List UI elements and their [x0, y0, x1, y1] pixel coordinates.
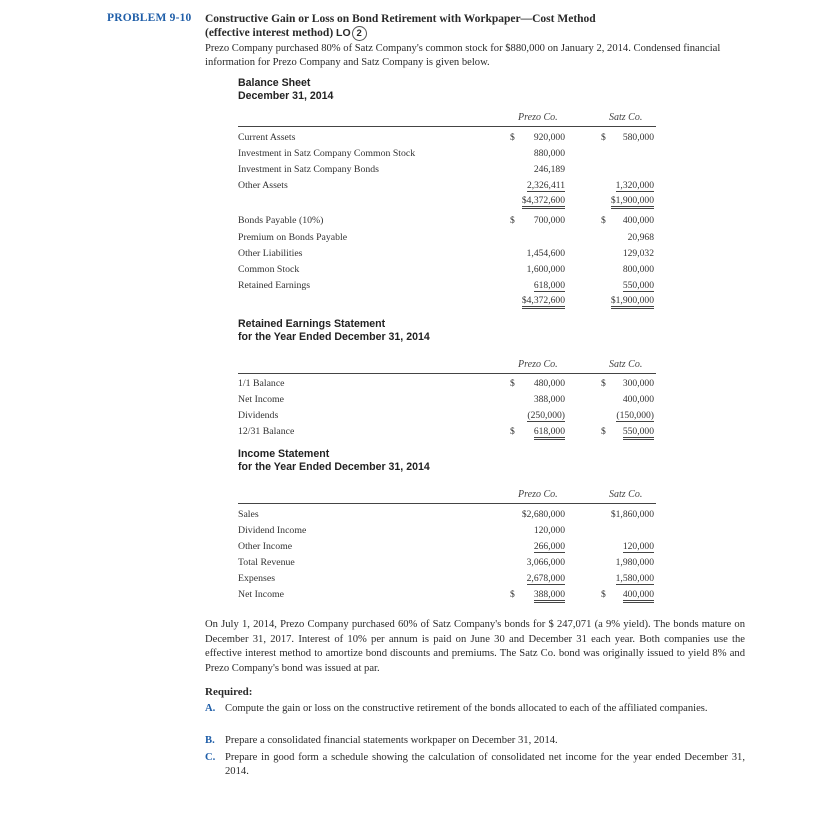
currency-sign: $ [510, 426, 515, 437]
income-statement-title [238, 448, 430, 474]
bs-value-prezo: 700,000 [533, 215, 565, 226]
bs-row-label: Retained Earnings [238, 280, 311, 291]
re-statement-title [238, 318, 430, 344]
is-row-label: Sales [238, 509, 259, 520]
lo-label: LO [336, 27, 351, 39]
bs-value-satz: 1,320,000 [615, 180, 654, 191]
required-text: Prepare a consolidated financial statements workpaper on December 31, 2014. [225, 735, 558, 746]
balance-sheet-title [238, 77, 333, 103]
re-col-prezo: Prezo Co. [518, 359, 558, 370]
is-value-satz: $1,860,000 [610, 509, 654, 520]
bs-value-prezo: 920,000 [533, 132, 565, 143]
re-value-satz: 550,000 [623, 426, 654, 440]
bs-value-satz: 129,032 [622, 248, 654, 259]
bs-value-prezo: 246,189 [533, 164, 565, 175]
bs-value-prezo: 1,600,000 [526, 264, 565, 275]
bs-total-equities-satz: $1,900,000 [611, 295, 654, 309]
bs-row-label: Other Assets [238, 180, 288, 191]
required-item [205, 702, 745, 716]
is-value-prezo: 388,000 [534, 589, 565, 603]
re-value-prezo: 618,000 [534, 426, 565, 440]
re-row-label: 1/1 Balance [238, 378, 285, 389]
currency-sign: $ [510, 378, 515, 389]
is-col-satz: Satz Co. [609, 489, 643, 500]
bs-row-label: Common Stock [238, 264, 300, 275]
required-letter: B. [205, 735, 215, 746]
bs-total-assets-prezo: $4,372,600 [522, 195, 565, 209]
bs-col-prezo: Prezo Co. [518, 112, 558, 123]
required-letter: C. [205, 752, 216, 763]
required-heading: Required: [205, 686, 253, 698]
bs-value-prezo: 618,000 [533, 280, 565, 291]
bs-total-equities-prezo: $4,372,600 [522, 295, 565, 309]
bs-value-prezo: 2,326,411 [526, 180, 565, 191]
currency-sign: $ [601, 215, 606, 226]
currency-sign: $ [510, 589, 515, 600]
re-statement-heading: Retained Earnings Statement [238, 318, 386, 330]
bs-row-label: Investment in Satz Company Common Stock [238, 148, 416, 159]
bs-row-label: Bonds Payable (10%) [238, 215, 324, 226]
heading-line-2 [205, 26, 596, 41]
is-value-prezo: 2,678,000 [526, 573, 565, 584]
re-row-label: Net Income [238, 394, 284, 405]
income-statement-period: for the Year Ended December 31, 2014 [238, 461, 430, 473]
re-header-rule [238, 373, 656, 374]
re-value-prezo: 480,000 [533, 378, 565, 389]
bs-row-label: Premium on Bonds Payable [238, 232, 348, 243]
bs-total-assets-satz: $1,900,000 [611, 195, 654, 209]
is-value-prezo: 3,066,000 [526, 557, 565, 568]
heading-method: (effective interest method) [205, 27, 334, 39]
bs-header-rule [238, 126, 656, 127]
intro-paragraph: Prezo Company purchased 80% of Satz Company's common stock for $880,000 on January 2, 2014. Condensed financial information for Prezo Company and Satz Company is given below. [205, 43, 721, 68]
is-row-label: Total Revenue [238, 557, 295, 568]
is-value-satz: 1,980,000 [615, 557, 654, 568]
lo-number-circle: 2 [352, 26, 367, 41]
bs-row-label: Current Assets [238, 132, 296, 143]
learning-objective [336, 27, 367, 39]
currency-sign: $ [601, 132, 606, 143]
required-text: Prepare in good form a schedule showing the calculation of consolidated net income for the year ended December 31, 2014. [225, 752, 745, 777]
required-item [205, 751, 745, 779]
required-letter: A. [205, 703, 216, 714]
is-header-rule [238, 503, 656, 504]
re-value-satz: (150,000) [616, 410, 654, 421]
bs-row-label: Other Liabilities [238, 248, 303, 259]
bs-value-satz: 550,000 [622, 280, 654, 291]
currency-sign: $ [601, 378, 606, 389]
re-statement-period: for the Year Ended December 31, 2014 [238, 331, 430, 343]
balance-sheet-date: December 31, 2014 [238, 90, 334, 102]
is-value-satz: 1,580,000 [615, 573, 654, 584]
bond-purchase-paragraph: On July 1, 2014, Prezo Company purchased 60% of Satz Company's bonds for $ 247,071 (a 9% yield). The bonds mature on December 31, 2017. Interest of 10% per annum is paid on June 30 and December 31 each year. Both companies use the effective interest method to amortize bond discounts and premiums. The Satz Co. bond was originally issued to yield 8% and Prezo Company's bond was issued at par. [205, 619, 745, 674]
is-value-prezo: 266,000 [533, 541, 565, 552]
bs-value-prezo: 880,000 [533, 148, 565, 159]
bs-value-satz: 800,000 [622, 264, 654, 275]
bs-value-satz: 580,000 [622, 132, 654, 143]
bs-value-prezo: 1,454,600 [526, 248, 565, 259]
problem-number: PROBLEM 9-10 [107, 12, 192, 24]
currency-sign: $ [601, 589, 606, 600]
is-row-label: Net Income [238, 589, 284, 600]
required-item [205, 734, 745, 748]
currency-sign: $ [510, 215, 515, 226]
currency-sign: $ [601, 426, 606, 437]
re-value-prezo: (250,000) [527, 410, 565, 421]
re-row-label: Dividends [238, 410, 279, 421]
is-col-prezo: Prezo Co. [518, 489, 558, 500]
is-value-prezo: 120,000 [533, 525, 565, 536]
re-row-label: 12/31 Balance [238, 426, 295, 437]
is-value-satz: 120,000 [622, 541, 654, 552]
re-col-satz: Satz Co. [609, 359, 643, 370]
currency-sign: $ [510, 132, 515, 143]
re-value-prezo: 388,000 [533, 394, 565, 405]
balance-sheet-heading: Balance Sheet [238, 77, 311, 89]
required-text: Compute the gain or loss on the constructive retirement of the bonds allocated to each of the affiliated companies. [225, 703, 708, 714]
income-statement-heading: Income Statement [238, 448, 330, 460]
is-value-satz: 400,000 [623, 589, 654, 603]
is-row-label: Expenses [238, 573, 276, 584]
is-row-label: Other Income [238, 541, 293, 552]
heading-line-1: Constructive Gain or Loss on Bond Retirement with Workpaper—Cost Method [205, 13, 596, 25]
problem-heading [205, 12, 596, 41]
bs-value-satz: 20,968 [627, 232, 654, 243]
bs-col-satz: Satz Co. [609, 112, 643, 123]
bs-row-label: Investment in Satz Company Bonds [238, 164, 379, 175]
re-value-satz: 300,000 [622, 378, 654, 389]
is-row-label: Dividend Income [238, 525, 307, 536]
bs-value-satz: 400,000 [622, 215, 654, 226]
is-value-prezo: $2,680,000 [521, 509, 565, 520]
re-value-satz: 400,000 [622, 394, 654, 405]
